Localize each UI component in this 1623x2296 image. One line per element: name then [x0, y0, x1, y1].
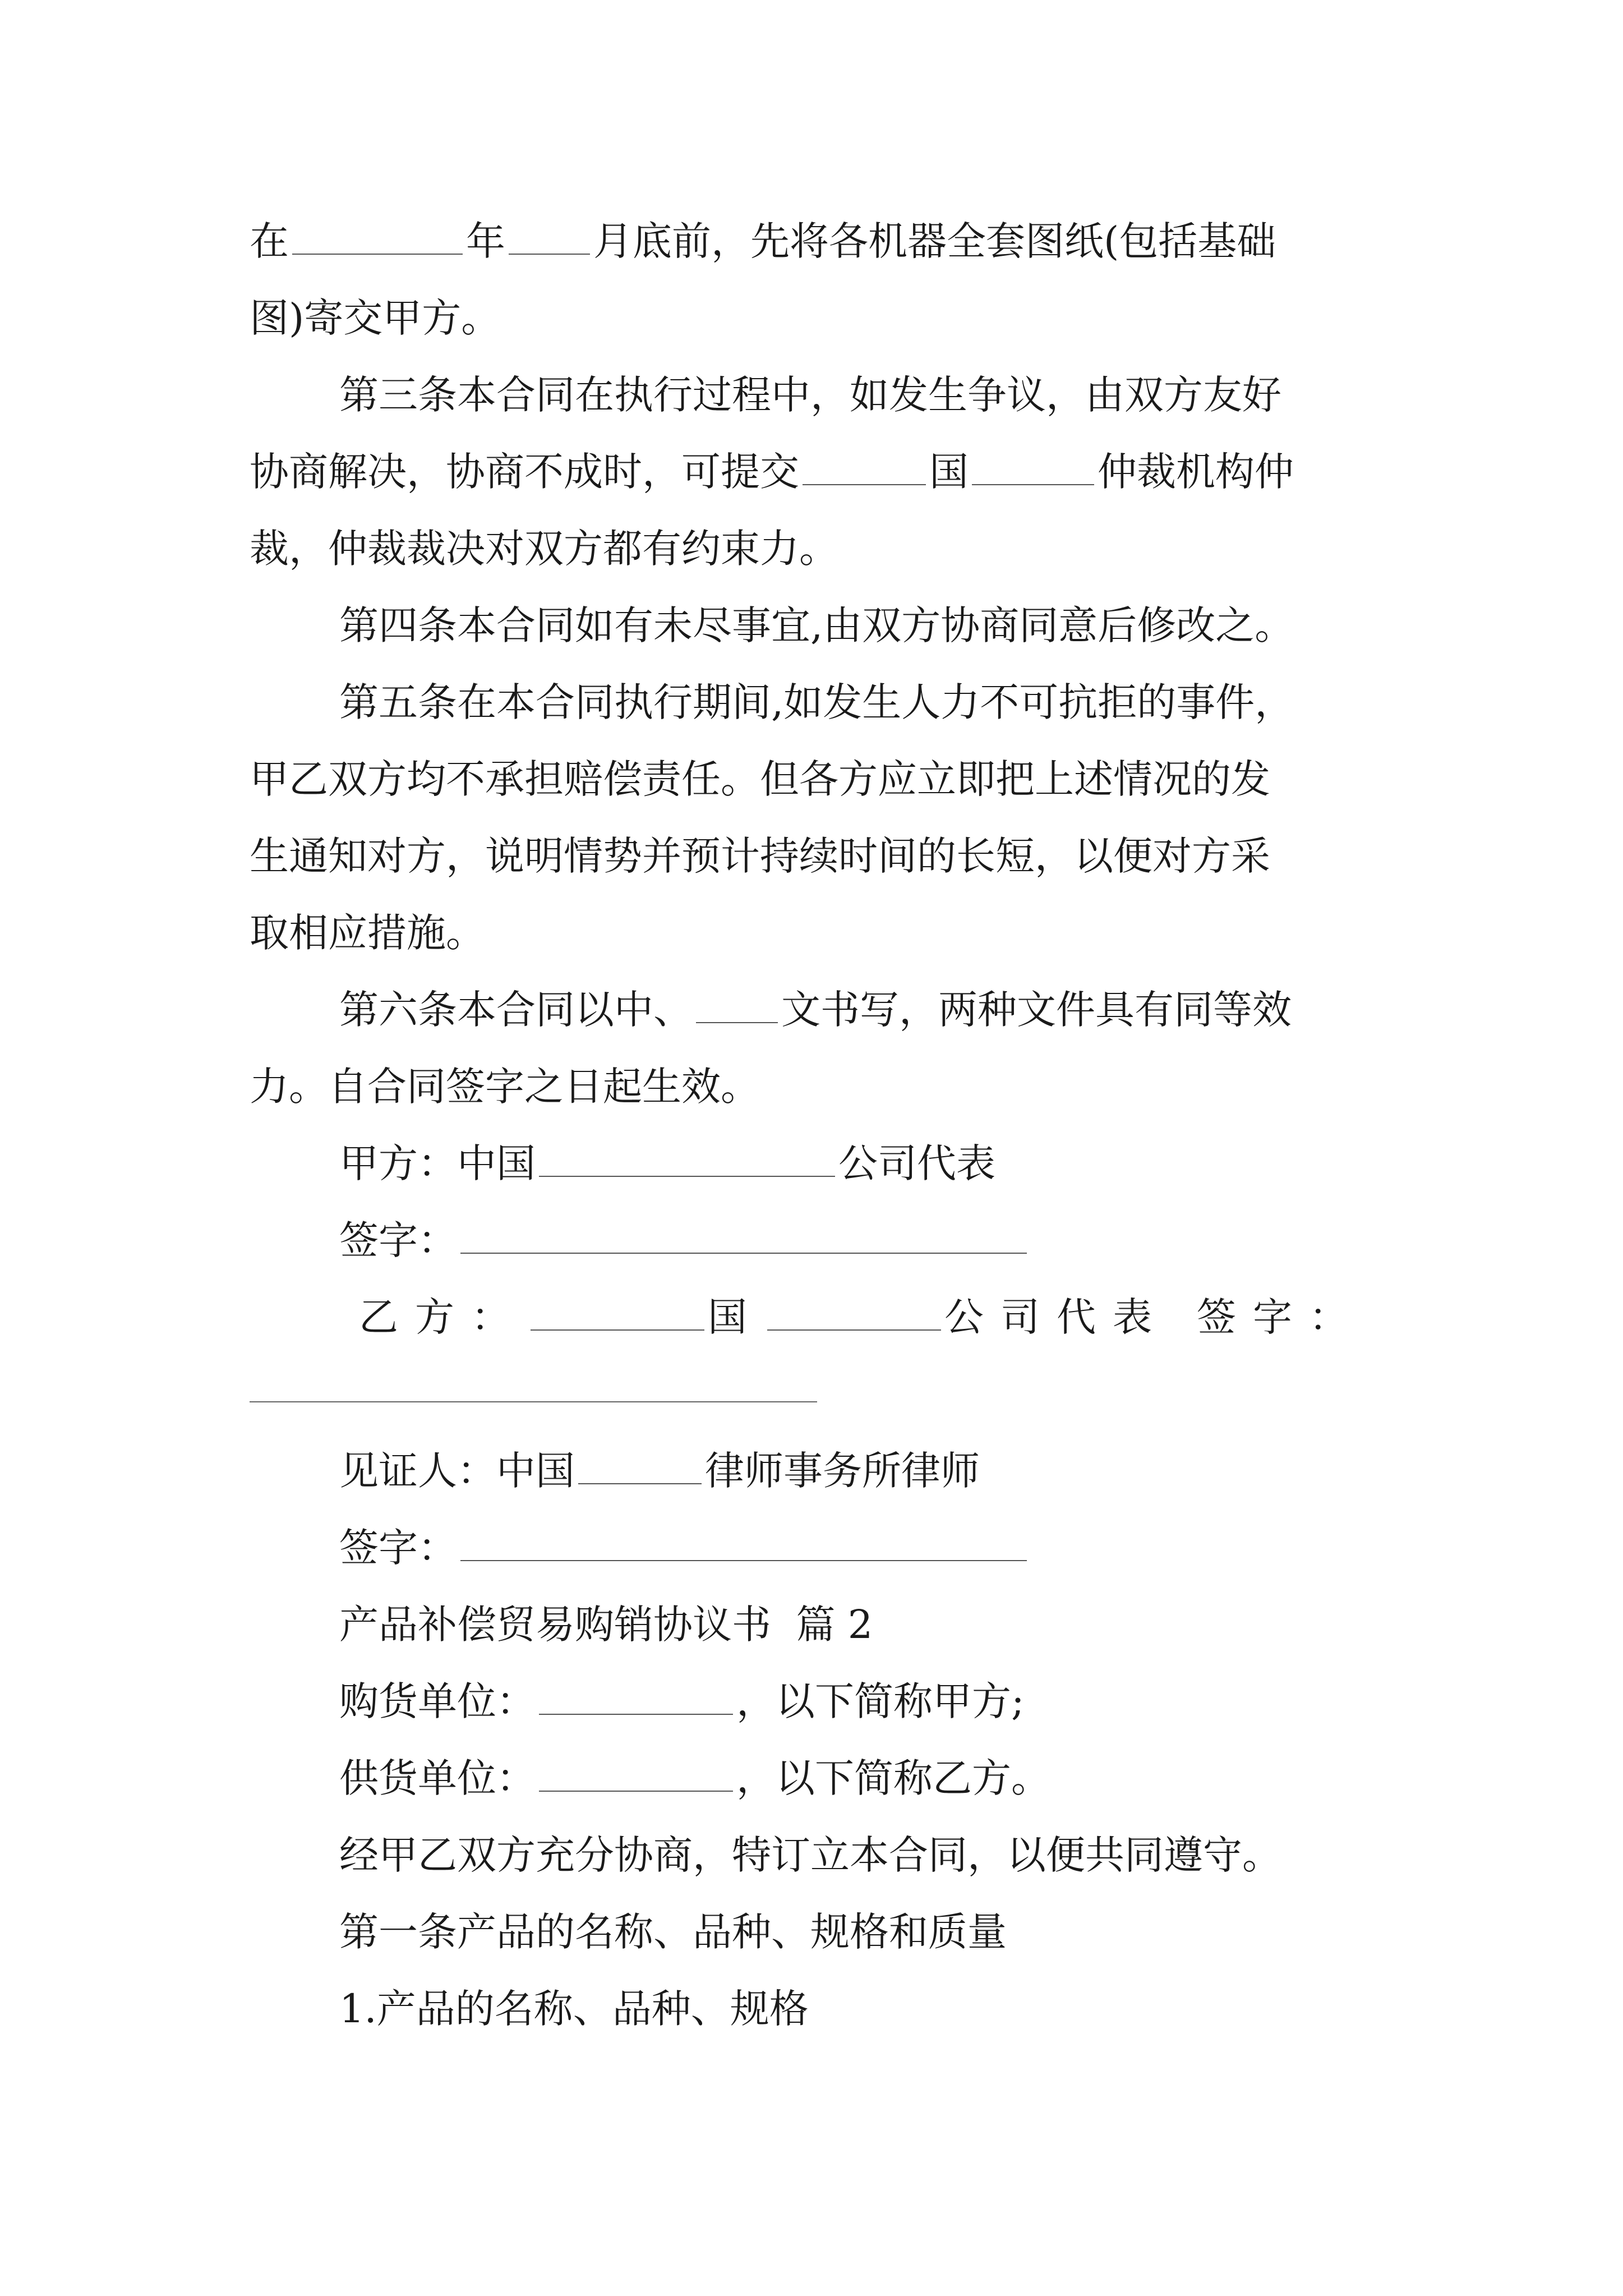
- witness-line: 见证人：中国 律师事务所律师: [339, 1448, 980, 1494]
- signature-blank: [460, 1559, 1027, 1561]
- blank-field: [539, 1713, 733, 1715]
- article-5-line-2: 甲乙双方均不承担赔偿责任。但各方应立即把上述情况的发: [250, 756, 1270, 802]
- article-4-line: 第四条本合同如有未尽事宜,由双方协商同意后修改之。: [339, 602, 1294, 648]
- paragraph-line-1: 在 年 月底前，先将各机器全套图纸(包括基础: [250, 218, 1276, 264]
- buyer-line: 购货单位： ，以下简称甲方;: [339, 1678, 1025, 1724]
- article-1-heading: 第一条产品的名称、品种、规格和质量: [339, 1909, 1007, 1955]
- article-6-line-2: 力。自合同签字之日起生效。: [250, 1064, 760, 1110]
- witness-signature-line: 签字：: [339, 1520, 1030, 1576]
- article-5-line-4: 取相应措施。: [250, 910, 485, 956]
- article-6-line-1: 第六条本合同以中、 文书写，两种文件具有同等效: [339, 987, 1292, 1033]
- signature-blank: [460, 1252, 1027, 1254]
- party-a-line: 甲方：中国 公司代表: [339, 1140, 995, 1186]
- blank-field: [696, 1022, 778, 1023]
- supplier-line: 供货单位： ，以下简称乙方。: [339, 1755, 1050, 1801]
- party-a-signature-line: 签字：: [339, 1212, 1030, 1268]
- blank-field: [531, 1329, 704, 1331]
- blank-field: [767, 1329, 941, 1331]
- section-title: 产品补偿贸易购销协议书 篇 2: [339, 1602, 873, 1648]
- party-b-signature-blank: [250, 1401, 817, 1402]
- article-3-line-1: 第三条本合同在执行过程中，如发生争议，由双方友好: [339, 372, 1281, 418]
- article-5-line-3: 生通知对方，说明情势并预计持续时间的长短，以便对方采: [250, 833, 1270, 879]
- party-b-line: 乙方： 国 公司代表 签字：: [359, 1294, 1365, 1340]
- blank-field: [292, 253, 463, 255]
- article-3-line-2: 协商解决，协商不成时，可提交 国 仲裁机构仲: [250, 449, 1294, 495]
- article-1-item-1: 1.产品的名称、品种、规格: [339, 1986, 809, 2032]
- blank-field: [539, 1175, 835, 1177]
- paragraph-line-2: 图)寄交甲方。: [250, 295, 501, 341]
- blank-field: [539, 1790, 733, 1792]
- article-5-line-1: 第五条在本合同执行期间,如发生人力不可抗拒的事件，: [339, 679, 1294, 725]
- blank-field: [578, 1483, 702, 1484]
- blank-field: [972, 484, 1094, 485]
- article-3-line-3: 裁，仲裁裁决对双方都有约束力。: [250, 526, 838, 572]
- agreement-intro-line: 经甲乙双方充分协商，特订立本合同，以便共同遵守。: [339, 1832, 1281, 1878]
- blank-field: [509, 253, 590, 255]
- blank-field: [803, 484, 926, 485]
